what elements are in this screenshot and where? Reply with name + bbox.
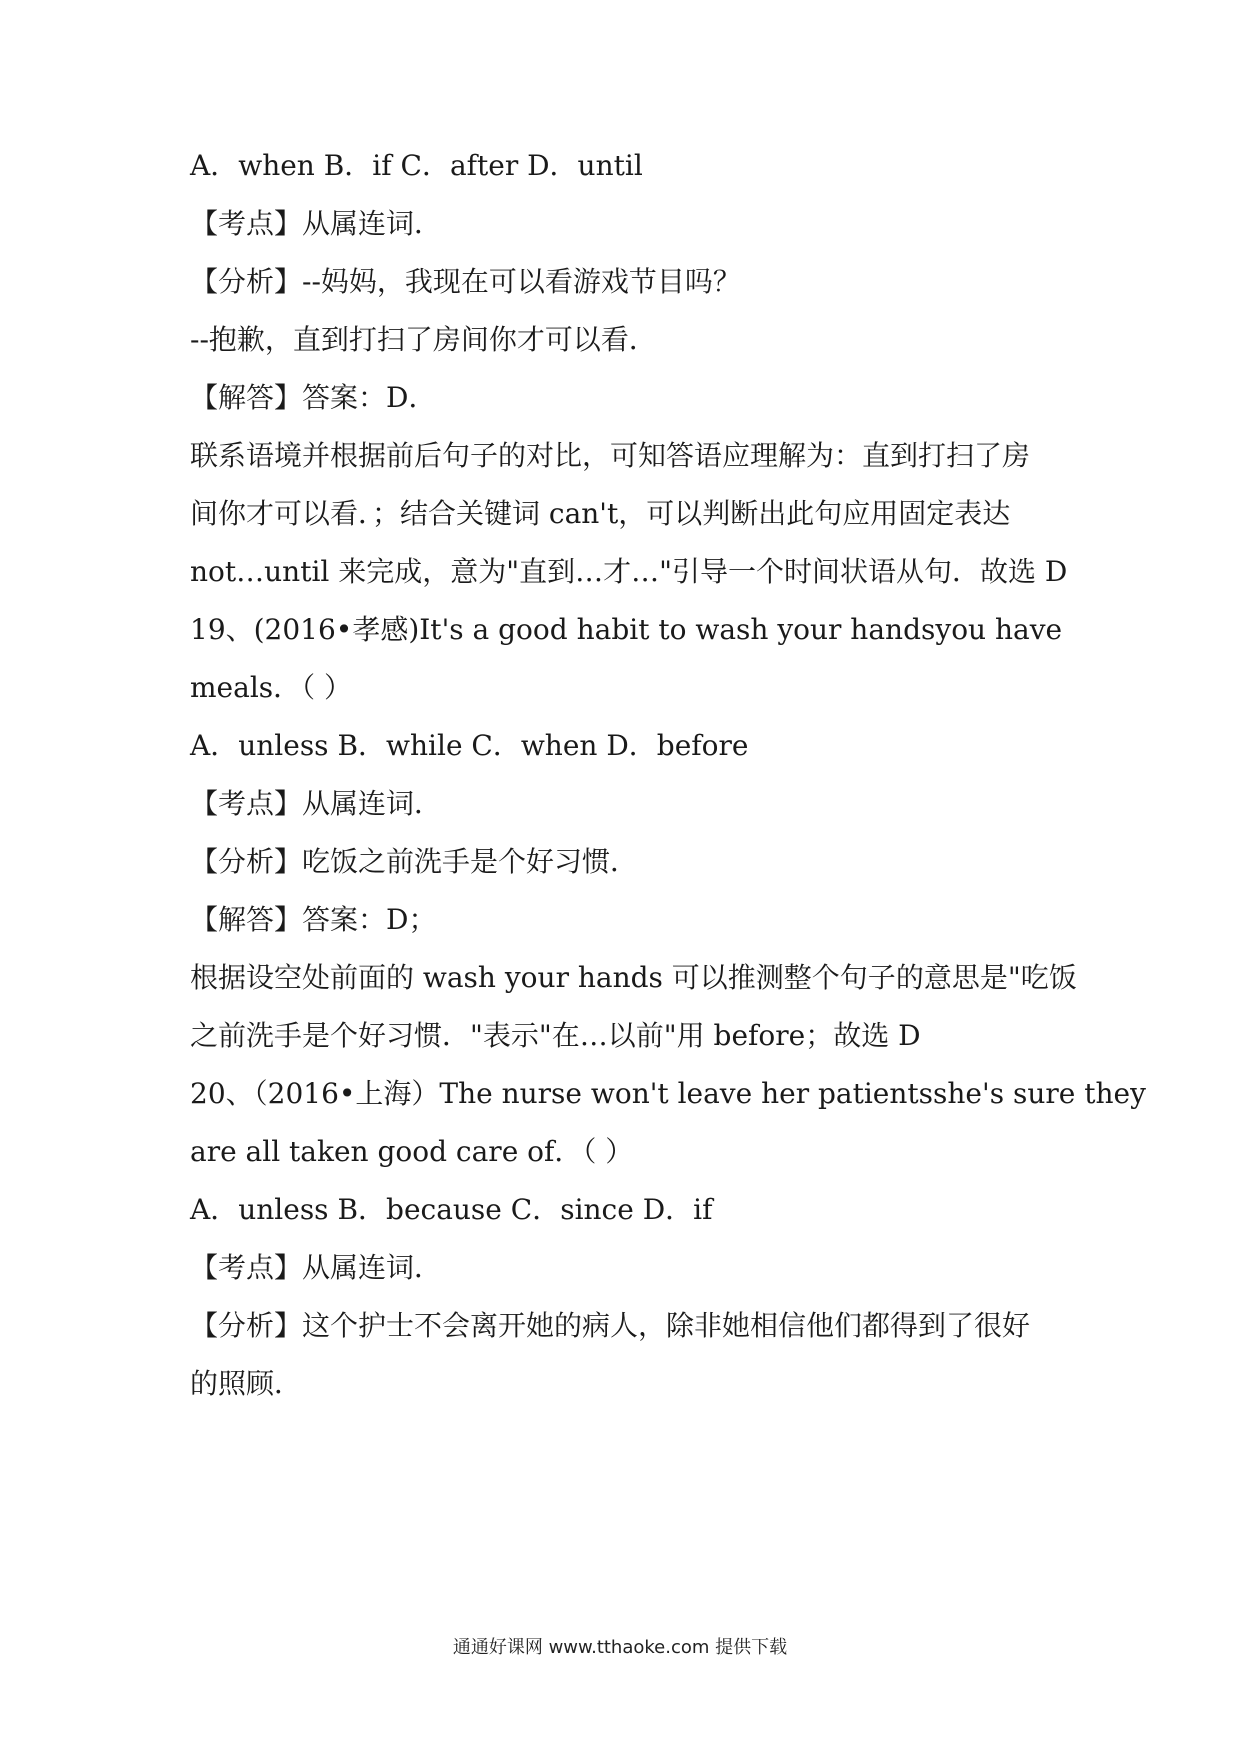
- q20-stem: [190, 1076, 1146, 1112]
- q19-jieda: 【解答】答案：D；: [190, 903, 437, 936]
- q20-fenxi-cont: 的照顾．: [190, 1367, 303, 1400]
- page-footer: 通通好课网 www.tthaoke.com 提供下载: [452, 1637, 788, 1658]
- q18-options: A．when B．if C．after D．until: [190, 149, 643, 182]
- q20-stem-part2: she's sure they: [933, 1077, 1146, 1110]
- q18-explain-1: 联系语境并根据前后句子的对比，可知答语应理解为：直到打扫了房: [190, 439, 1031, 472]
- q18-explain-3: not…until 来完成，意为"直到…才…"引导一个时间状语从句．故选 D: [190, 555, 1068, 588]
- q18-fenxi: 【分析】--妈妈，我现在可以看游戏节目吗？: [190, 265, 741, 298]
- q18-kaodian: 【考点】从属连词．: [190, 207, 443, 240]
- q20-fenxi: 【分析】这个护士不会离开她的病人，除非她相信他们都得到了很好: [190, 1309, 1031, 1342]
- q20-stem-cont: are all taken good care of．（ ）: [190, 1135, 634, 1168]
- q19-stem-part1: 19、(2016•孝感)It's a good habit to wash your hands: [190, 613, 936, 646]
- q18-fenxi-cont: --抱歉，直到打扫了房间你才可以看．: [190, 323, 657, 356]
- q19-options: A．unless B．while C．when D．before: [190, 729, 749, 762]
- q19-explain-2: 之前洗手是个好习惯．"表示"在…以前"用 before；故选 D: [190, 1019, 921, 1052]
- q19-stem-part2: you have: [935, 613, 1063, 646]
- q19-kaodian: 【考点】从属连词．: [190, 787, 443, 820]
- q20-options: A．unless B．because C．since D．if: [190, 1193, 713, 1226]
- q18-jieda: 【解答】答案：D．: [190, 381, 437, 414]
- q19-stem: [190, 612, 1063, 648]
- q20-kaodian: 【考点】从属连词．: [190, 1251, 443, 1284]
- q19-fenxi: 【分析】吃饭之前洗手是个好习惯．: [190, 845, 639, 878]
- q20-stem-part1: 20、（2016•上海）The nurse won't leave her patients: [190, 1077, 934, 1110]
- q19-explain-1: 根据设空处前面的 wash your hands 可以推测整个句子的意思是"吃饭: [190, 961, 1077, 994]
- q18-explain-2: 间你才可以看．；结合关键词 can't，可以判断出此句应用固定表达: [190, 497, 1011, 530]
- q19-stem-cont: meals．（ ）: [190, 671, 353, 704]
